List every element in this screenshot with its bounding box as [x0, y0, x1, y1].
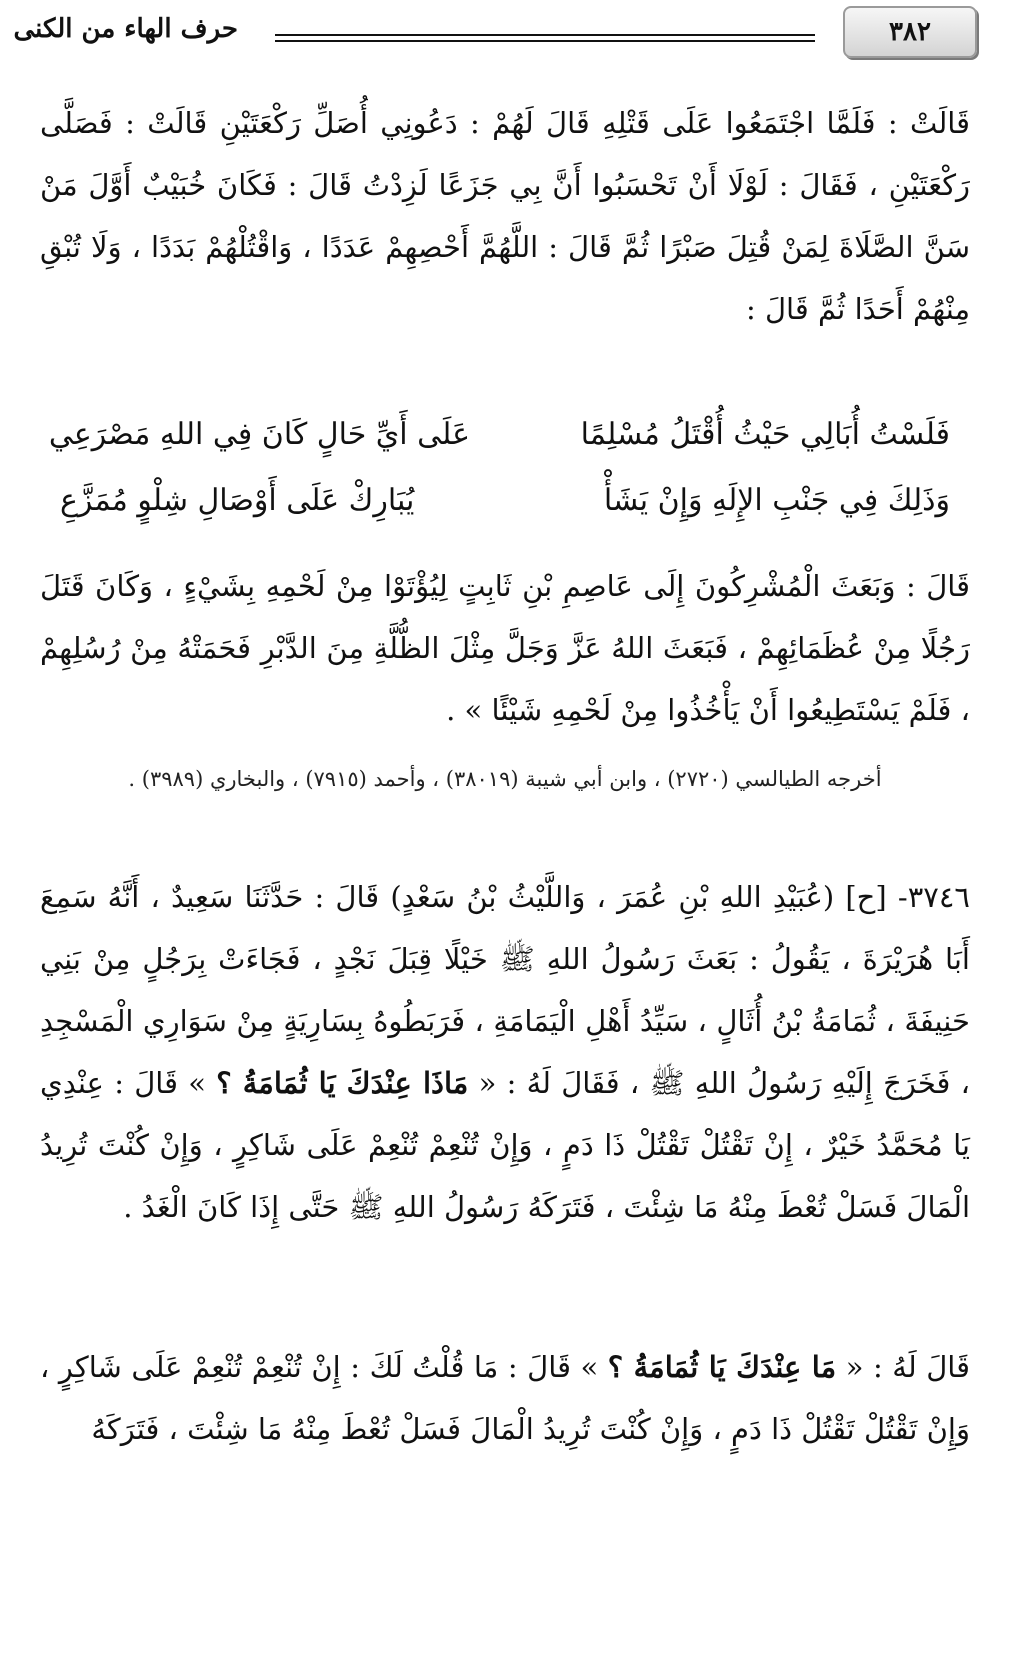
- hadith-3746: [40, 866, 970, 1238]
- verse-1-second-hemistich: عَلَى أَيِّ حَالٍ كَانَ فِي اللهِ مَصْرَعِي: [48, 417, 470, 452]
- verse-1: [40, 402, 970, 468]
- paragraph-4: [40, 1336, 970, 1460]
- running-title: حرف الهاء من الكنى: [13, 14, 238, 44]
- hadith-3746-text-b: » قَالَ : عِنْدِي يَا مُحَمَّدُ خَيْرٌ ، إِنْ تَقْتُلْ تَقْتُلْ ذَا دَمٍ ، وَإِنْ تُنْعِمْ تُنْعِمْ عَلَى شَاكِرٍ ، وَإِنْ كُنْتَ تُرِيدُ الْمَالَ فَسَلْ تُعْطَ مِنْهُ مَا شِئْتَ ، فَتَرَكَهُ رَسُولُ اللهِ ﷺ حَتَّى إِذَا كَانَ الْغَدُ .: [40, 1066, 970, 1224]
- hadith-3746-bold-quote: مَاذَا عِنْدَكَ يَا ثُمَامَةُ ؟: [216, 1066, 469, 1100]
- paragraph-2: قَالَ : وَبَعَثَ الْمُشْرِكُونَ إِلَى عَاصِمِ بْنِ ثَابِتٍ لِيُؤْتَوْا مِنْ لَحْمِهِ بِشَيْءٍ ، وَكَانَ قَتَلَ رَجُلًا مِنْ عُظَمَائِهِمْ ، فَبَعَثَ اللهُ عَزَّ وَجَلَّ مِثْلَ الظُّلَّةِ مِنَ الدَّبْرِ فَحَمَتْهُ مِنْ رُسُلِهِمْ ، فَلَمْ يَسْتَطِيعُوا أَنْ يَأْخُذُوا مِنْ لَحْمِهِ شَيْئًا » .: [40, 569, 970, 727]
- paragraph-1: قَالَتْ : فَلَمَّا اجْتَمَعُوا عَلَى قَتْلِهِ قَالَ لَهُمْ : دَعُونِي أُصَلِّ رَكْعَتَيْنِ قَالَتْ : فَصَلَّى رَكْعَتَيْنِ ، فَقَالَ : لَوْلَا أَنْ تَحْسَبُوا أَنَّ بِي جَزَعًا لَزِدْتُ قَالَ : فَكَانَ خُبَيْبٌ أَوَّلَ مَنْ سَنَّ الصَّلَاةَ لِمَنْ قُتِلَ صَبْرًا ثُمَّ قَالَ : اللَّهُمَّ أَحْصِهِمْ عَدَدًا ، وَاقْتُلْهُمْ بَدَدًا ، وَلَا تُبْقِ مِنْهُمْ أَحَدًا ثُمَّ قَالَ :: [40, 106, 970, 326]
- poem: [40, 402, 970, 534]
- page-number: ٣٨٢: [843, 6, 977, 58]
- hadith-3746-text-a: ٣٧٤٦- [ح] (عُبَيْدِ اللهِ بْنِ عُمَرَ ، وَاللَّيْثُ بْنُ سَعْدٍ) قَالَ : حَدَّثَنَا سَعِيدٌ ، أَنَّهُ سَمِعَ أَبَا هُرَيْرَةَ ، يَقُولُ : بَعَثَ رَسُولُ اللهِ ﷺ خَيْلًا قِبَلَ نَجْدٍ ، فَجَاءَتْ بِرَجُلٍ مِنْ بَنِي حَنِيفَةَ ، ثُمَامَةُ بْنُ أُثَالٍ ، سَيِّدُ أَهْلِ الْيَمَامَةِ ، فَرَبَطُوهُ بِسَارِيَةٍ مِنْ سَوَارِي الْمَسْجِدِ ، فَخَرَجَ إِلَيْهِ رَسُولُ اللهِ ﷺ ، فَقَالَ لَهُ : «: [40, 880, 971, 1100]
- verse-1-first-hemistich: فَلَسْتُ أُبَالِي حَيْثُ أُقْتَلُ مُسْلِمًا: [580, 417, 950, 452]
- verse-2-second-hemistich: يُبَارِكْ عَلَى أَوْصَالِ شِلْوٍ مُمَزَّعِ: [60, 483, 415, 518]
- header-rule: [275, 34, 815, 36]
- verse-2-first-hemistich: وَذَلِكَ فِي جَنْبِ الإِلَهِ وَإِنْ يَشَأْ: [603, 483, 950, 518]
- paragraph-4-text-b: » قَالَ : مَا قُلْتُ لَكَ : إِنْ تُنْعِمْ تُنْعِمْ عَلَى شَاكِرٍ ، وَإِنْ تَقْتُلْ تَقْتُلْ ذَا دَمٍ ، وَإِنْ كُنْتَ تُرِيدُ الْمَالَ فَسَلْ تُعْطَ مِنْهُ مَا شِئْتَ ، فَتَرَكَهُ: [40, 1350, 970, 1446]
- paragraph-4-text-a: قَالَ لَهُ : «: [845, 1350, 971, 1384]
- takhrij-footnote: أخرجه الطيالسي (٢٧٢٠) ، وابن أبي شيبة (٣٨٠١٩) ، وأحمد (٧٩١٥) ، والبخاري (٣٩٨٩) .: [128, 767, 882, 791]
- header-rule: [275, 40, 815, 42]
- paragraph-4-bold-quote: مَا عِنْدَكَ يَا ثُمَامَةُ ؟: [607, 1350, 837, 1384]
- verse-2: [40, 468, 970, 534]
